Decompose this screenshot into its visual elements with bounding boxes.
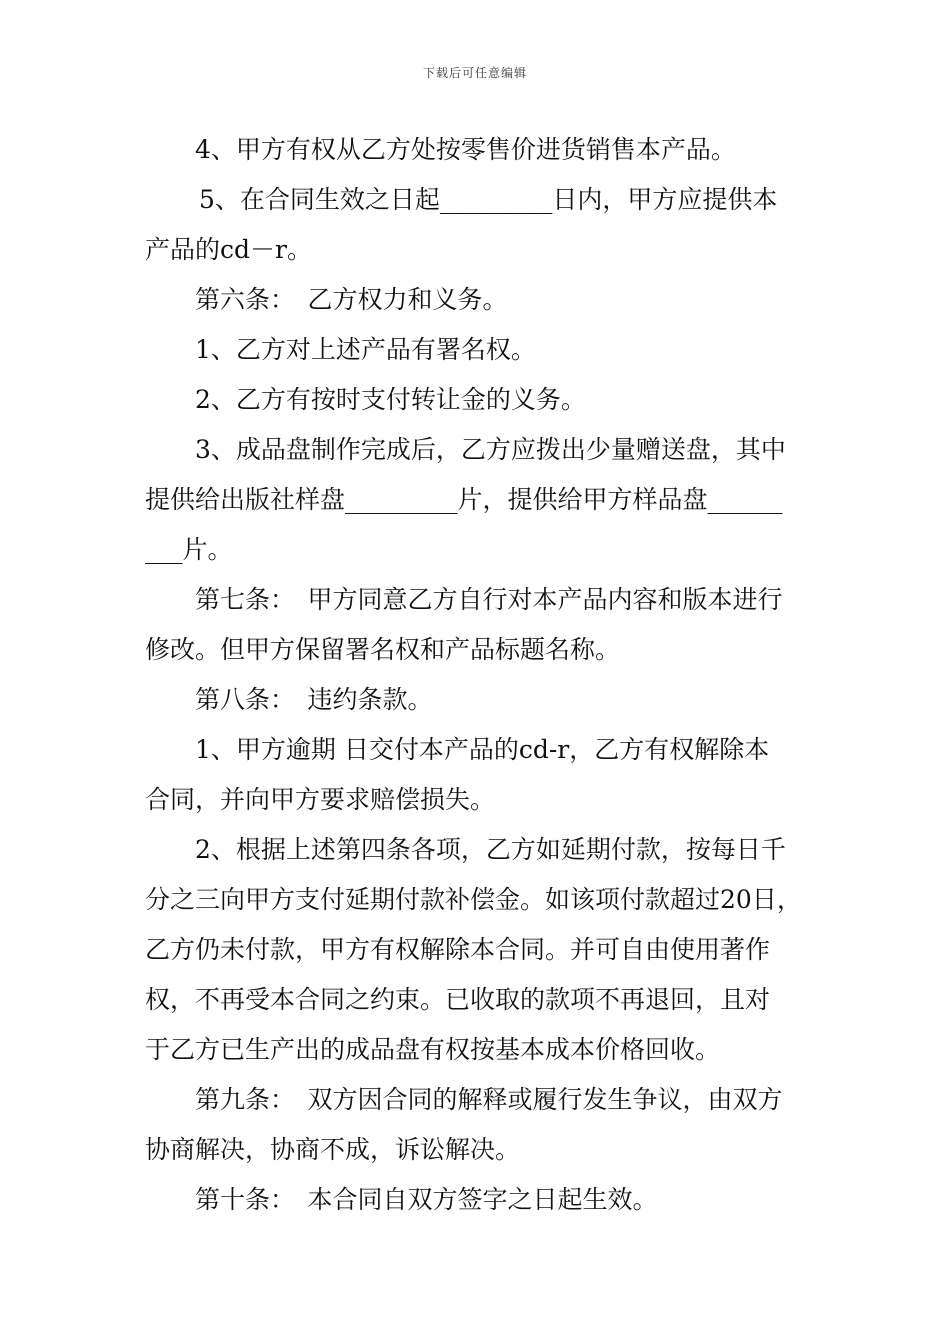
article-8-item-2-line-3: 乙方仍未付款，甲方有权解除本合同。并可自由使用著作	[145, 935, 771, 964]
article-7-continued: 修改。但甲方保留署名权和产品标题名称。	[145, 635, 621, 664]
article-8-item-1: 1、甲方逾期 日交付本产品的cd-r，乙方有权解除本	[195, 735, 770, 764]
article-6-item-2: 2、乙方有按时支付转让金的义务。	[195, 385, 586, 414]
article-8-item-2-line-4: 权，不再受本合同之约束。已收取的款项不再退回，且对	[145, 985, 771, 1014]
article-9: 第九条： 双方因合同的解释或履行发生争议，由双方	[195, 1085, 783, 1114]
article-6-item-3-continued: 提供给出版社样盘_________片，提供给甲方样品盘______	[145, 485, 783, 514]
article-6-heading: 第六条： 乙方权力和义务。	[195, 285, 508, 314]
article-8-item-1-continued: 合同，并向甲方要求赔偿损失。	[145, 785, 496, 814]
page-header-note: 下载后可任意编辑	[422, 66, 527, 80]
article-8-item-2: 2、根据上述第四条各项，乙方如延期付款，按每日千	[195, 835, 786, 864]
article-7: 第七条： 甲方同意乙方自行对本产品内容和版本进行	[195, 585, 783, 614]
clause-5-continued: 产品的cd－r。	[145, 235, 312, 264]
article-8-item-2-line-2: 分之三向甲方支付延期付款补偿金。如该项付款超过20日，	[145, 885, 802, 914]
article-6-item-3: 3、成品盘制作完成后，乙方应拨出少量赠送盘，其中	[195, 435, 786, 464]
article-8-heading: 第八条： 违约条款。	[195, 685, 433, 714]
contract-body	[145, 125, 810, 1225]
article-6-item-1: 1、乙方对上述产品有署名权。	[195, 335, 536, 364]
clause-5: 5、在合同生效之日起_________日内，甲方应提供本	[199, 185, 778, 214]
article-8-item-2-line-5: 于乙方已生产出的成品盘有权按基本成本价格回收。	[145, 1035, 721, 1064]
article-10: 第十条： 本合同自双方签字之日起生效。	[195, 1185, 658, 1214]
clause-4: 4、甲方有权从乙方处按零售价进货销售本产品。	[195, 135, 736, 164]
article-6-item-3-end: ___片。	[145, 535, 233, 564]
article-9-continued: 协商解决，协商不成，诉讼解决。	[145, 1135, 521, 1164]
